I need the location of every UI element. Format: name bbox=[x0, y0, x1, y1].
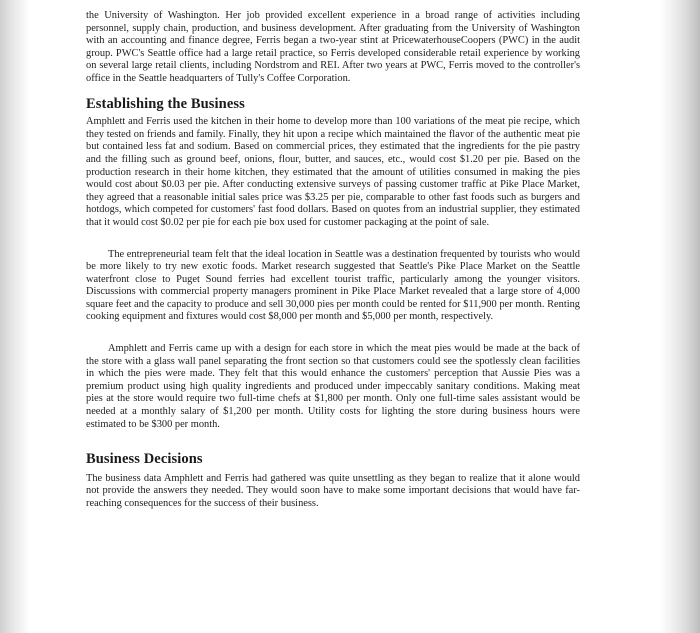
page-edge-shadow-left bbox=[0, 0, 30, 633]
page-edge-shadow-right bbox=[660, 0, 700, 633]
section-heading-decisions: Business Decisions bbox=[86, 451, 203, 468]
decisions-paragraph-1: The business data Amphlett and Ferris had gathered was quite unsettling as they began to realize that it alone would not provide the answers they needed. They would soon have to make some important decisions that would have far-reaching consequences for the success of their business. bbox=[86, 472, 580, 509]
document-page bbox=[86, 10, 580, 511]
establishing-paragraph-1: Amphlett and Ferris used the kitchen in their home to develop more than 100 variations of the meat pie recipe, which they tested on friends and family. Finally, they hit upon a recipe which maintained the flavor of the authentic meat pie but contained less fat and sodium. Based on commercial prices, they estimated that the ingredients for the pie pastry and the filling such as ground beef, onions, flour, butter, and sauces, etc., would cost $1.20 per pie. Based on the production research in their home kitchen, they estimated that the amount of utilities consumed in making the pies would cost about $0.03 per pie. After conducting extensive surveys of passing customer traffic at Pike Place Market, they agreed that a reasonable initial sales price was $3.25 per pie, comparable to other fast foods such as burgers and hotdogs, which competed for customers' fast food dollars. Based on quotes from an industrial supplier, they estimated that it would cost $0.02 per pie for each pie box used for customer packaging at the point of sale. bbox=[86, 116, 580, 228]
establishing-paragraph-3: Amphlett and Ferris came up with a design for each store in which the meat pies would be made at the back of the store with a glass wall panel separating the front section so that customers could see the spotlessly clean facilities in which the pies were made. They felt that this would enhance the customers' perception that Aussie Pies was a premium product using high quality ingredients and produced under impeccably sanitary conditions. Making meat pies at the store would require two full-time chefs at $1,800 per month. Only one full-time sales assistant would be needed at a monthly salary of $1,200 per month. Utility costs for lighting the store during business hours were estimated to be $300 per month. bbox=[86, 343, 580, 430]
section-heading-establishing: Establishing the Business bbox=[86, 95, 245, 112]
intro-paragraph: the University of Washington. Her job provided excellent experience in a broad range of activities including personnel, supply chain, production, and business development. After graduating from the University of Washington with an accounting and finance degree, Ferris began a two-year stint at PricewaterhouseCoopers (PWC) in the audit group. PWC's Seattle office had a large retail practice, so Ferris developed considerable retail experience by working on several large retail clients, including Nordstrom and REI. After two years at PWC, Ferris moved to the controller's office in the Seattle headquarters of Tully's Coffee Corporation. bbox=[86, 10, 580, 84]
establishing-paragraph-2: The entrepreneurial team felt that the ideal location in Seattle was a destination frequented by tourists who would be more likely to try new exotic foods. Market research suggested that Seattle's Pike Place Market on the Seattle waterfront close to Puget Sound ferries had excellent tourist traffic, particularly among the younger visitors. Discussions with commercial property managers prominent in Pike Place Market revealed that a large store of 4,000 square feet and the capacity to produce and sell 30,000 pies per month could be rented for $11,900 per month. Renting cooking equipment and fixtures would cost $8,000 per month and $5,000 per month, respectively. bbox=[86, 248, 580, 323]
